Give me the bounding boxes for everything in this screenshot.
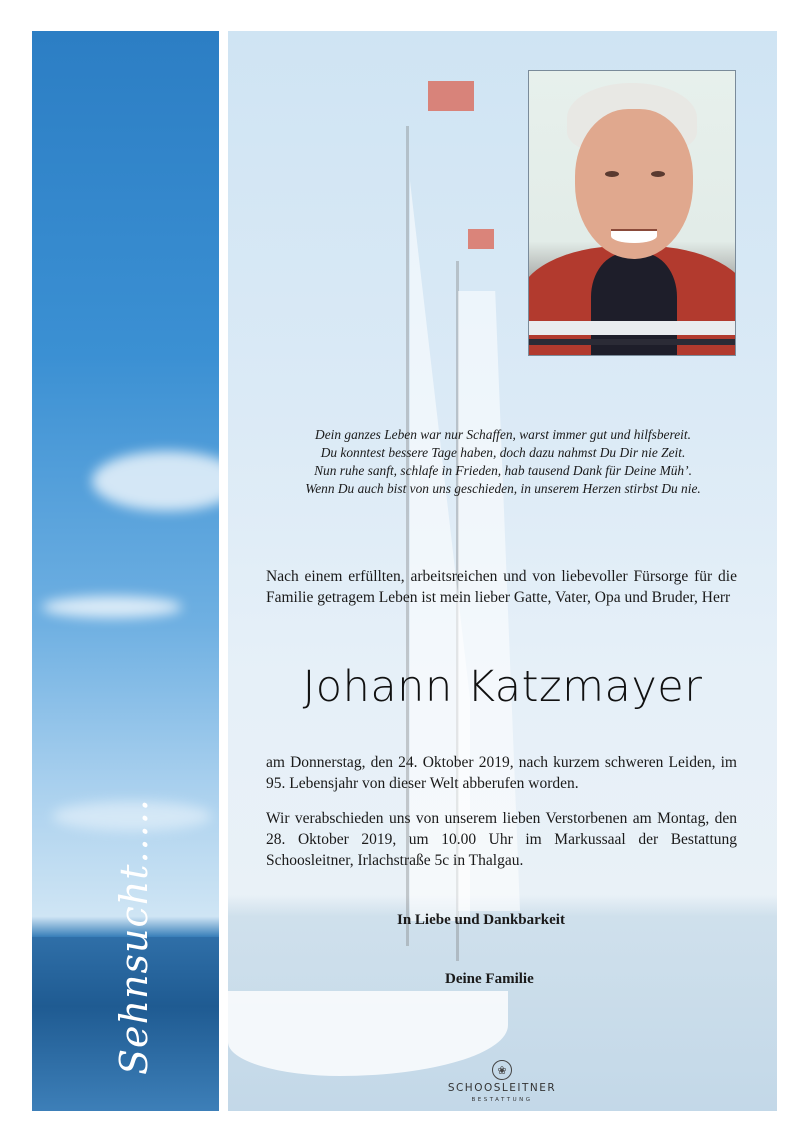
memorial-verse <box>240 426 766 498</box>
portrait-photo <box>528 70 736 356</box>
cloud-decoration <box>92 451 219 511</box>
hull-decoration <box>228 991 508 1076</box>
cloud-decoration <box>42 596 182 618</box>
side-label: Sehnsucht..... <box>112 798 156 1075</box>
verse-line: Dein ganzes Leben war nur Schaffen, warst immer gut und hilfsbereit. <box>315 427 691 442</box>
verse-line: Wenn Du auch bist von uns geschieden, in unserem Herzen stirbst Du nie. <box>305 481 701 496</box>
flag-decoration <box>468 229 494 249</box>
rose-icon: ❀ <box>492 1060 512 1080</box>
deceased-name: Johann Katzmayer <box>302 662 703 712</box>
verse-line: Nun ruhe sanft, schlafe in Frieden, hab tausend Dank für Deine Müh’. <box>314 463 692 478</box>
intro-paragraph: Nach einem erfüllten, arbeitsreichen und von liebevoller Fürsorge für die Familie getragem Leben ist mein lieber Gatte, Vater, Opa und Bruder, Herr <box>266 568 737 606</box>
flag-decoration <box>428 81 474 111</box>
funeral-home-subtitle: BESTATTUNG <box>471 1097 533 1103</box>
closing-family: Deine Familie <box>445 971 534 987</box>
closing-love: In Liebe und Dankbarkeit <box>397 912 565 928</box>
death-paragraph: am Donnerstag, den 24. Oktober 2019, nach kurzem schweren Leiden, im 95. Lebensjahr von dieser Welt abberufen worden. <box>266 754 737 792</box>
verse-line: Du konntest bessere Tage haben, doch dazu nahmst Du Dir nie Zeit. <box>320 445 686 460</box>
funeral-home-name: SCHOOSLEITNER <box>447 1082 557 1094</box>
farewell-paragraph: Wir verabschieden uns von unserem lieben Verstorbenen am Montag, den 28. Oktober 2019, um 10.00 Uhr im Markussaal der Bestattung Schoosleitner, Irlachstraße 5c in Thalgau. <box>266 810 737 869</box>
